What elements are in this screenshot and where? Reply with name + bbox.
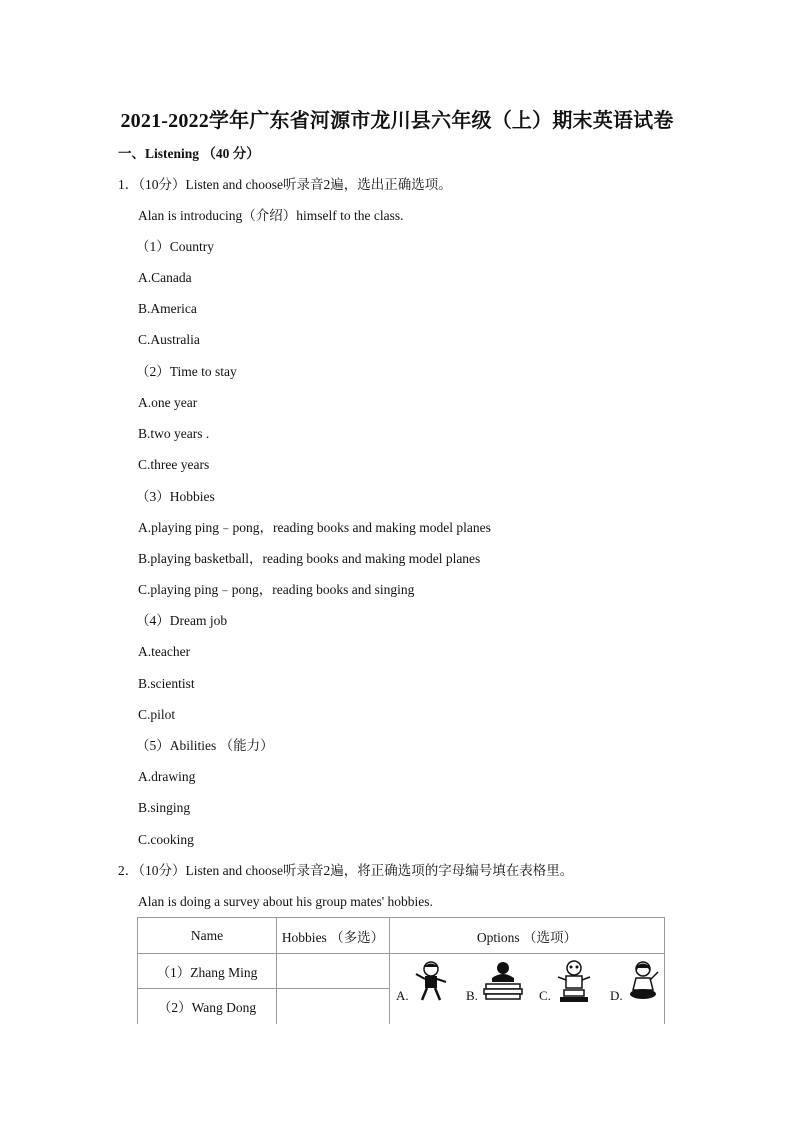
- row-name: （2）Wang Dong: [138, 989, 277, 1024]
- option-a-picture: [396, 954, 460, 1024]
- table-row: [138, 954, 665, 989]
- option-c: C.cooking: [138, 832, 194, 847]
- option-letter: B.: [466, 988, 478, 1003]
- option-c: C.pilot: [138, 707, 176, 722]
- question-1-stem: 1．（10分）Listen and choose听录音2遍，选出正确选项。: [118, 177, 452, 192]
- part-label: （5）Abilities （能力）: [136, 738, 274, 753]
- cooking-girl-icon: [622, 960, 664, 1004]
- option-c: C.playing ping﹣pong，reading books and singing: [138, 582, 415, 597]
- part-label: （2）Time to stay: [136, 364, 237, 379]
- robot-model-icon: [551, 960, 597, 1004]
- section-heading: 一、Listening （40 分）: [118, 146, 260, 161]
- option-a: A.drawing: [138, 769, 196, 784]
- question-2-stem: 2．（10分）Listen and choose听录音2遍，将正确选项的字母编号填在表格里。: [118, 863, 574, 878]
- option-b: B.America: [138, 301, 197, 316]
- part-label: （1）Country: [136, 239, 215, 254]
- part-label: （4）Dream job: [136, 613, 228, 628]
- header-options: Options （选项）: [390, 918, 665, 954]
- option-a: A.Canada: [138, 270, 192, 285]
- table-header-row: [138, 918, 665, 954]
- page-cutoff: [0, 1024, 794, 1123]
- part-label: （3）Hobbies: [136, 489, 215, 504]
- option-b: B.two years .: [138, 426, 210, 441]
- option-b-picture: [466, 954, 536, 1024]
- option-d-picture: [610, 954, 665, 1024]
- option-c: C.Australia: [138, 332, 200, 347]
- option-letter: C.: [539, 988, 551, 1003]
- option-c-picture: [539, 954, 609, 1024]
- option-b: B.singing: [138, 800, 191, 815]
- option-a: A.playing ping﹣pong，reading books and making model planes: [138, 520, 491, 535]
- option-letter: A.: [396, 988, 409, 1003]
- hobbies-answer-cell[interactable]: [277, 954, 390, 989]
- option-a: A.one year: [138, 395, 198, 410]
- option-b: B.scientist: [138, 676, 195, 691]
- kungfu-kid-icon: [408, 960, 454, 1004]
- option-b: B.playing basketball，reading books and making model planes: [138, 551, 481, 566]
- option-a: A.teacher: [138, 644, 191, 659]
- question-2-intro: Alan is doing a survey about his group mates' hobbies.: [138, 894, 433, 909]
- option-letter: D.: [610, 988, 623, 1003]
- hobbies-answer-cell[interactable]: [277, 989, 390, 1024]
- header-name: Name: [138, 918, 277, 954]
- exam-title: 2021-2022学年广东省河源市龙川县六年级（上）期末英语试卷: [120, 110, 674, 132]
- row-name: （1）Zhang Ming: [138, 954, 277, 989]
- question-1-intro: Alan is introducing（介绍）himself to the class.: [138, 208, 404, 223]
- header-hobbies: Hobbies （多选）: [277, 918, 390, 954]
- option-c: C.three years: [138, 457, 210, 472]
- reading-books-icon: [478, 960, 528, 1004]
